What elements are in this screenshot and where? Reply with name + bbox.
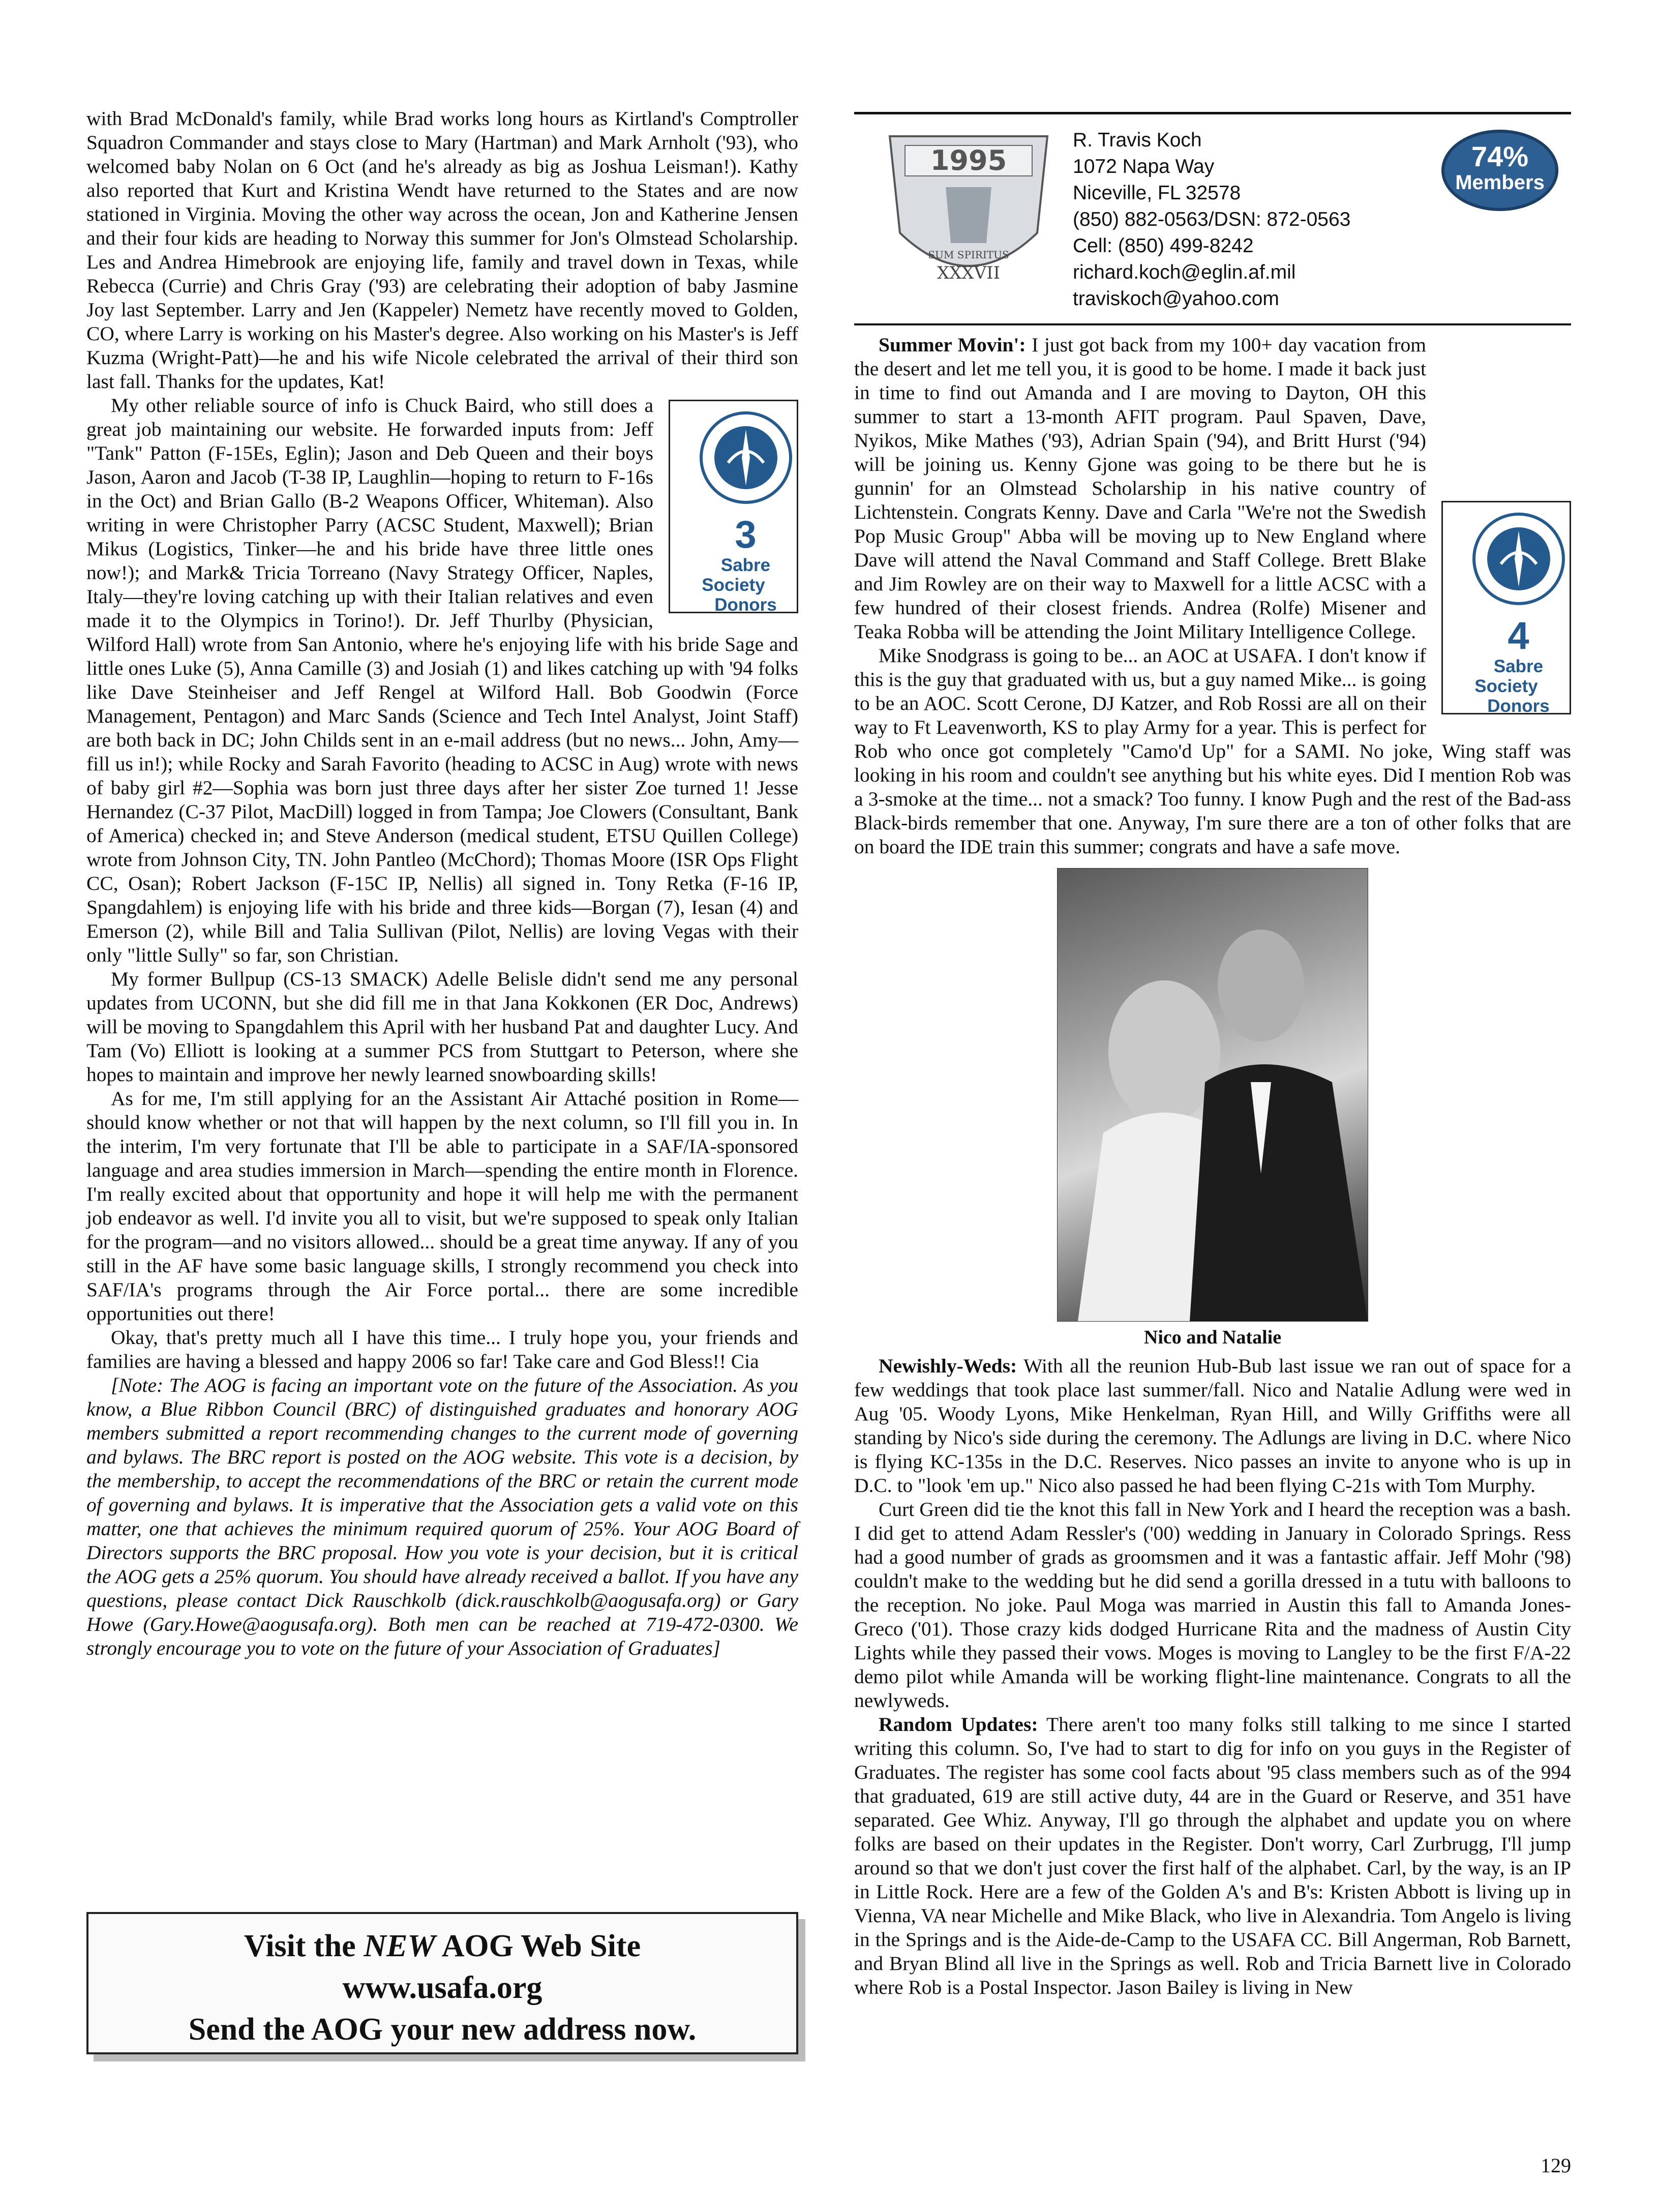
top-rule — [854, 112, 1571, 114]
sabre-donor-count: 4 — [1508, 614, 1529, 657]
right-paragraph-2: Mike Snodgrass is going to be... an AOC at USAFA. I don't know if this is the guy that graduated with us, but a guy named Mike... is going to be an AOC. Scott Cerone, DJ Katzer, and Rob Rossi are all on their way to Ft Leavenworth, KS to play Army for a year. This is perfect for Rob who once got completely "Camo'd Up" for a SAMI. No joke, Wing staff was looking in his room and couldn't see anything but his white eyes. Did I mention Rob was a 3-smoke at the time... not a smack? Too funny. I know Pugh and the rest of the Bad-ass Black-birds remember that one. Anyway, I'm sure there are a ton of other folks that are on board the IDE train this summer; congrats and have a safe move. — [854, 644, 1571, 858]
members-badge — [1441, 130, 1558, 211]
notice-line-1-pre: Visit the — [244, 1929, 364, 1963]
random-updates-heading: Random Updates: — [879, 1713, 1038, 1736]
notice-new: NEW — [364, 1929, 436, 1963]
notice-url-link[interactable]: www.usafa.org — [342, 1970, 542, 2005]
contact-bottom-rule — [854, 323, 1571, 325]
sabre-society-seal-icon — [1443, 511, 1570, 613]
summer-movin-text: I just got back from my 100+ day vacation from the desert and let me tell you, it is good to be home. I made it back just in time to find out Amanda and I are moving to Dayton, OH this summer to start a 13-month AFIT program. Paul Spaven, Dave, Nyikos, Mike Mathes ('93), Adrian Spain ('94), and Britt Hurst ('94) will be joining us. Kenny Gjone was going to be there but he is gunnin' for an Olmstead Scholarship in his native country of Lichtenstein. Congrats Kenny. Dave and Carla "We're not the Swedish Pop Music Group" Abba will be moving up to New England where Dave will attend the Naval Command and Staff College. Brett Blake and Jim Rowley are on their way to Maxwell for a little ACSC with a few hundred of their closest friends. Andrea (Rolfe) Misener and Teaka Robba will be attending the Joint Military Intelligence College. — [854, 334, 1426, 643]
members-percent: 74% — [1471, 140, 1529, 172]
scribe-email-2[interactable]: traviskoch@yahoo.com — [1073, 288, 1279, 310]
scribe-cell: Cell: (850) 499-8242 — [1073, 235, 1254, 257]
left-paragraph-3: My former Bullpup (CS-13 SMACK) Adelle Belisle didn't send me any personal updates from UCONN, but she did fill me in that Jana Kokkonen (ER Doc, Andrews) will be moving to Spangdahlem this April with her husband Pat and daughter Lucy. And Tam (Vo) Elliott is looking at a summer PCS from Stuttgart to Peterson, where she hopes to maintain and improve her newly learned snowboarding skills! — [86, 968, 798, 1086]
scribe-phone: (850) 882-0563/DSN: 872-0563 — [1073, 208, 1351, 230]
right-paragraph-1 — [854, 333, 1571, 716]
summer-movin-heading: Summer Movin': — [879, 334, 1026, 356]
sabre-donors-label: Donors — [1487, 696, 1550, 716]
sabre-donors-label: Donors — [714, 595, 777, 615]
newishly-weds-text: With all the reunion Hub-Bub last issue we ran out of space for a few weddings that took place last summer/fall. Nico and Natalie Adlung were wed in Aug '05. Woody Lyons, Mike Henkelman, Ryan Hill, and Willy Griffiths were all standing by Nico's side during the ceremony. The Adlungs are living in D.C. where Nico is flying KC-135s in the D.C. Reserves. Nico passes an invite to anyone who is up in D.C. to "look 'em up." Nico also passed he had been flying C-21s with Tom Murphy. — [854, 1355, 1571, 1497]
crest-year: 1995 — [930, 144, 1007, 176]
right-paragraph-3 — [854, 1354, 1571, 1498]
photo-caption: Nico and Natalie — [1143, 1327, 1282, 1348]
crest-motto: SUM SPIRITUS — [928, 249, 1009, 261]
notice-line-1 — [88, 1925, 796, 1967]
newishly-weds-heading: Newishly-Weds: — [879, 1355, 1017, 1377]
left-paragraph-2: My other reliable source of info is Chuck Baird, who still does a great job maintaining our website. He forwarded inputs from: Jeff "Tank" Patton (F-15Es, Eglin); Jason and Deb Queen and their boys Jason, Aaron and Jacob (T-38 IP, Laughlin—hoping to return to F-16s in the Oct) and Brian Gallo (B-2 Weapons Officer, Whiteman). Also writing in were Christopher Parry (ACSC Student, Maxwell); Brian Mikus (Logistics, Tinker—he and his bride have three little ones now!); and Mark& Tricia Torreano (Navy Strategy Officer, Naples, Italy—they're loving catching up with their Italian relatives and even made it to the Olympics in Torino!). Dr. Jeff Thurlby (Physician, Wilford Hall) wrote from San Antonio, where he's enjoying life with his bride Sage and little ones Luke (5), Anna Camille (3) and Josiah (1) and likes catching up with '94 folks like Dave Steinheiser and Jeff Rengel at Wilford Hall. Bob Goodwin (Force Management, Pentagon) and Marc Sands (Science and Tech Intel Analyst, Joint Staff) are both back in DC; John Childs sent in an e-mail address (but no news... John, Amy—fill us in!); while Rocky and Sarah Favorito (heading to ACSC in Aug) wrote with news of baby girl #2—Sophia was born just three days after her sister Zoe turned 1! Jesse Hernandez (C-37 Pilot, MacDill) logged in from Tampa; Joe Clowers (Consultant, Bank of America) checked in; and Steve Anderson (medical student, ETSU Quillen College) wrote from Johnson City, TN. John Pantleo (McChord); Thomas Moore (ISR Ops Flight CC, Osan); Robert Jackson (F-15C IP, Nellis) all signed in. Tony Retka (F-16 IP, Spangdahlem) is enjoying life with his bride and three kids—Borgan (7), Iesan (4) and Emerson (2), while Bill and Talia Sullivan (Pilot, Nellis) are loving Vegas with their only "little Sully" so far, son Christian. — [86, 394, 798, 966]
sabre-society-box-left — [669, 400, 798, 613]
aog-vote-note: [Note: The AOG is facing an important vote on the future of the Association. As you know, a Blue Ribbon Council (BRC) of distinguished graduates and honorary AOG members submitted a report recommending changes to the current mode of governing and bylaws. The BRC report is posted on the AOG website. This vote is a decision, by the membership, to accept the recommendations of the BRC or retain the current mode of governing and bylaws. It is imperative that the Association gets a valid vote on this matter, one that achieves the minimum required quorum of 25%. Your AOG Board of Directors supports the BRC proposal. How you vote is your decision, but it is critical the AOG gets a 25% quorum. You should have already received a ballot. If you have any questions, please contact Dick Rauschkolb (dick.rauschkolb@aogusafa.org) or Gary Howe (Gary.Howe@aogusafa.org). Both men can be reached at 719-472-0300. We strongly encourage you to vote on the future of your Association of Graduates] — [86, 1374, 798, 1659]
aog-website-notice — [86, 1912, 798, 2054]
right-paragraph-5 — [854, 1713, 1571, 1999]
left-paragraph-1: with Brad McDonald's family, while Brad works long hours as Kirtland's Comptroller Squadron Commander and stays close to Mary (Hartman) and Mark Arnholt ('93), who welcomed baby Nolan on 6 Oct (and he's already as big as Joshua Leisman!). Kathy also reported that Kurt and Kristina Wendt have returned to the States and are now stationed in Virginia. Moving the other way across the ocean, Jon and Katherine Jensen and their four kids are heading to Norway this summer for Jon's Olmstead Scholarship. Les and Andrea Himebrook are enjoying life, family and travel down in Texas, while Rebecca (Currie) and Chris Gray ('93) are celebrating their adoption of baby Jasmine Joy last September. Larry and Jen (Kappeler) Nemetz have recently moved to Golden, CO, where Larry is working on his Master's degree. Also working on his Master's is Jeff Kuzma (Wright-Patt)—he and his wife Nicole celebrated the arrival of their third son last fall. Thanks for the updates, Kat! — [86, 107, 798, 393]
sabre-label: Sabre Society — [702, 555, 771, 595]
notice-line-3: Send the AOG your new address now. — [188, 2012, 697, 2047]
class-scribe-contact — [1073, 127, 1429, 312]
scribe-name: R. Travis Koch — [1073, 129, 1202, 151]
sabre-society-seal-icon — [670, 409, 797, 512]
left-paragraph-4: As for me, I'm still applying for an the Assistant Air Attaché position in Rome—should know whether or not that will happen by the next column, so I'll fill you in. In the interim, I'm very fortunate that I'll be able to participate in a SAF/IA-sponsored language and area studies immersion in March—spending the entire month in Florence. I'm really excited about that opportunity and hope it will help me with the permanent job endeavor as well. I'd invite you all to visit, but we're supposed to speak only Italian for the program—and no visitors allowed... should be a great time anyway. If any of you still in the AF have some basic language skills, I strongly recommend you check into SAF/IA's programs through the Air Force portal... there are some incredible opportunities out there! — [86, 1087, 798, 1325]
scribe-street: 1072 Napa Way — [1073, 156, 1215, 177]
crest-roman: XXXVII — [937, 263, 1001, 283]
scribe-city: Niceville, FL 32578 — [1073, 182, 1241, 204]
members-label: Members — [1455, 171, 1545, 194]
right-paragraph-4: Curt Green did tie the knot this fall in New York and I heard the reception was a bash. I did get to attend Adam Ressler's ('00) wedding in January in Colorado Springs. Ress had a good number of grads as groomsmen and it was a fantastic affair. Jeff Mohr ('98) couldn't make to the wedding but he did send a gorilla dressed in a tutu with balloons to the reception. No joke. Paul Moga was married in Austin this fall to Amanda Jones-Greco ('01). Those crazy kids dodged Hurricane Rita and the madness of Austin City Lights while they passed their vows. Moges is moving to Langley to be the first F/A-22 demo pilot while Amanda will be working flight-line maintenance. Congrats to all the newlyweds. — [854, 1498, 1571, 1712]
random-updates-text: There aren't too many folks still talking to me since I started writing this column. So, I've had to start to dig for info on you guys in the Register of Graduates. The register has some cool facts about '95 class members such as of the 994 that graduated, 619 are still active duty, 44 are in the Guard or Reserve, and 351 have separated. Gee Whiz. Anyway, I'll go through the alphabet and update you on where folks are based on their updates in the Register. Don't worry, Carl Zurbrugg, I'll jump around so that we don't just cover the first half of the alphabet. Carl, by the way, is an IP in Little Rock. Here are a few of the Golden A's and B's: Kristen Abbott is living up in Vienna, VA near Michelle and Mike Black, who live in Alexandria. Tom Angelo is living in the Springs and is the Aide-de-Camp to the USAFA CC. Bill Angerman, Rob Barnett, and Bryan Blind all live in the Springs as well. Rob and Tricia Barnett live in Colorado where Rob is a Postal Inspector. Jason Bailey is living in New — [854, 1713, 1571, 1998]
left-column — [86, 107, 798, 1660]
class-crest-icon — [885, 131, 1052, 307]
right-column — [854, 333, 1571, 1999]
notice-line-1-post: AOG Web Site — [435, 1929, 641, 1963]
scribe-email-1[interactable]: richard.koch@eglin.af.mil — [1073, 261, 1296, 283]
page-number: 129 — [1541, 2154, 1571, 2177]
sabre-label: Sabre Society — [1474, 656, 1544, 696]
wedding-photo — [1057, 868, 1368, 1322]
left-paragraph-5: Okay, that's pretty much all I have this time... I truly hope you, your friends and families are having a blessed and happy 2006 so far! Take care and God Bless!! Cia — [86, 1326, 798, 1372]
sabre-donor-count: 3 — [735, 513, 757, 556]
sabre-society-box-right — [1441, 501, 1571, 714]
left-paragraph-2-start — [86, 394, 798, 967]
